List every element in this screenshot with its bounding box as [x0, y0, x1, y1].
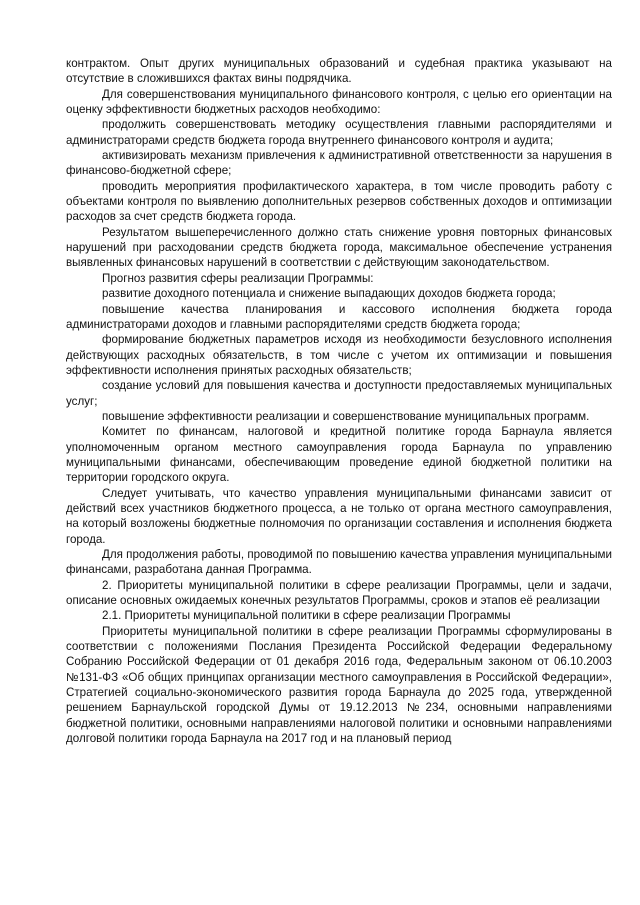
subsection-heading-2-1: 2.1. Приоритеты муниципальной политики в сфере реализации Программы — [102, 609, 511, 623]
paragraph-7: Прогноз развития сферы реализации Программы: — [102, 271, 374, 285]
paragraph-18: Приоритеты муниципальной политики в сфере реализации Программы сформулированы в соответствии с положениями Послания Президента Российской Федерации Федеральному Собранию Российской Федерации от 01 декабря 2016 года, Федеральным законом от 06.10.2003 №131-ФЗ «Об общих принципах организации местного самоуправления в Российской Федерации», Стратегией социально-экономического развития города Барнаула до 2025 года, утвержденной решением Барнаульской городской Думы от 19.12.2013 №234, основными направлениями бюджетной политики, основными направлениями налоговой политики и основными направлениями долговой политики города Барнаула на 2017 год и на плановый период — [66, 624, 612, 746]
paragraph-10: формирование бюджетных параметров исходя из необходимости безусловного исполнения действующих расходных обязательств, в том числе с учетом их оптимизации и повышения эффективности исполнения принятых расходных обязательств; — [66, 333, 612, 377]
paragraph-1: контрактом. Опыт других муниципальных образований и судебная практика указывают на отсутствие в сложившихся фактах вины подрядчика. — [66, 57, 612, 86]
paragraph-12: повышение эффективности реализации и совершенствование муниципальных программ. — [102, 409, 590, 423]
paragraph-2: Для совершенствования муниципального финансового контроля, с целью его ориентации на оценку эффективности бюджетных расходов необходимо: — [66, 87, 612, 117]
paragraph-8: развитие доходного потенциала и снижение выпадающих доходов бюджета города; — [102, 287, 556, 301]
paragraph-14: Следует учитывать, что качество управления муниципальными финансами зависит от действий всех участников бюджетного процесса, а не только от органа местного самоуправления, на который возложены бюджетные полномочия по организации составления и исполнения бюджета города. — [66, 486, 612, 546]
paragraph-3: продолжить совершенствовать методику осуществления главными распорядителями и администраторами средств бюджета города внутреннего финансового контроля и аудита; — [66, 118, 612, 147]
paragraph-15: Для продолжения работы, проводимой по повышению качества управления муниципальными финансами, разработана данная Программа. — [66, 548, 612, 577]
section-heading-2: 2. Приоритеты муниципальной политики в сфере реализации Программы, цели и задачи, описание основных ожидаемых конечных результатов Программы, сроков и этапов её реализации — [66, 578, 612, 608]
paragraph-11: создание условий для повышения качества и доступности предоставляемых муниципальных услуг; — [66, 379, 612, 408]
paragraph-9: повышение качества планирования и кассового исполнения бюджета города администраторами доходов и главными распорядителями средств бюджета города; — [66, 302, 612, 331]
paragraph-4: активизировать механизм привлечения к административной ответственности за нарушения в финансово-бюджетной сфере; — [66, 149, 612, 178]
paragraph-13: Комитет по финансам, налоговой и кредитной политике города Барнаула является уполномоченным органом местного самоуправления города Барнаула по управлению муниципальными финансами, обеспечивающим проведение единой бюджетной политики на территории городского округа. — [66, 425, 612, 485]
paragraph-6: Результатом вышеперечисленного должно стать снижение уровня повторных финансовых нарушений при расходовании средств бюджета города, максимальное обеспечение устранения выявленных финансовых нарушений в соответствии с действующим законодательством. — [66, 225, 612, 270]
paragraph-5: проводить мероприятия профилактического характера, в том числе проводить работу с объектами контроля по выявлению дополнительных резервов собственных доходов и оптимизации расходов за счет средств бюджета города. — [66, 179, 612, 224]
